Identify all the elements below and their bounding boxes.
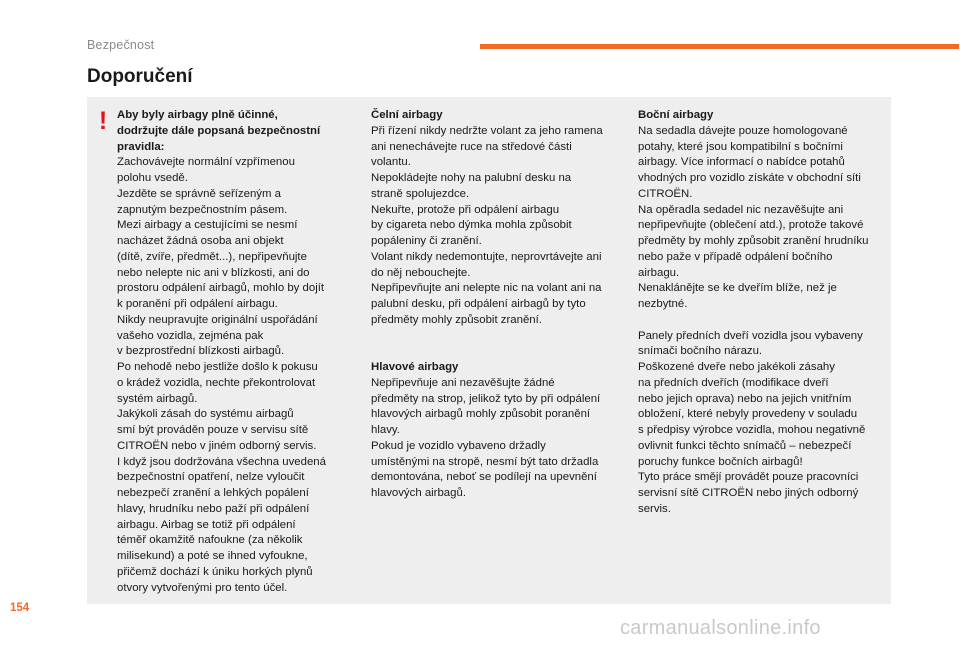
text-line: milisekund) a poté se ihned vyfoukne, [117,550,308,562]
text-line: hlavy. [371,424,400,436]
text-line: servis. [638,502,671,515]
text-line: Jezděte se správně seřízeným a [117,187,281,200]
column-heading: dodržujte dále popsaná bezpečnostní [117,124,321,137]
text-line: umístěnými na stropě, nesmí být tato držadla [371,455,599,468]
text-line: nezbytné. [638,298,688,310]
text-line: ani nenechávejte ruce na středové části [371,140,572,153]
text-line: Volant nikdy nedemontujte, neprovrtávejte ani [371,250,602,263]
text-line: vašeho vozidla, zejména pak [117,329,264,342]
text-line: Na opěradla sedadel nic nezavěšujte ani [638,203,844,216]
text-line: smí být prováděn pouze v servisu sítě [117,424,309,436]
text-line: straně spolujezdce. [371,187,470,200]
text-line: Pokud je vozidlo vybaveno držadly [371,439,546,452]
column-heading: Aby byly airbagy plně účinné, [117,109,278,121]
watermark: carmanualsonline.info [620,617,821,639]
text-line: by cigareta nebo dýmka mohla způsobit [371,219,572,232]
text-line: popáleniny či zranění. [371,235,482,247]
text-line: servisní sítě CITROËN nebo jiných odborný [638,487,859,499]
text-line: hlavy, hrudníku nebo paží při odpálení [117,502,310,515]
text-line: airbagy. Více informací o nabídce potahů [638,156,845,169]
text-line: systém airbagů. [117,392,198,405]
text-line: airbagu. [638,266,680,279]
text-line: (dítě, zvíře, předmět...), nepřipevňujte [117,250,307,263]
text-line: Mezi airbagy a cestujícími se nesmí [117,219,298,232]
column-general-rules [117,108,349,596]
text-line: poruchy funkce bočních airbagů! [638,455,803,468]
text-line: nebo nelepte nic ani v blízkosti, ani do [117,266,310,279]
text-line: zapnutým bezpečnostním pásem. [117,203,288,216]
text-line: otvory vytvořenými pro tento účel. [117,581,288,594]
page-title: Doporučení [87,66,193,87]
text-line: nacházet žádná osoba ani objekt [117,235,284,247]
spacer [371,344,619,360]
text-line: hlavových airbagů mohly způsobit poranění [371,408,591,421]
page-number: 154 [10,602,30,614]
text-line: téměř okamžitě nafoukne (za několik [117,534,303,547]
text-line: přičemž dochází k úniku horkých plynů [117,565,313,578]
text-line: palubní desku, při odpálení airbagů by tyto [371,298,586,310]
text-line: předměty mohly způsobit zranění. [371,313,542,326]
text-line: s předpisy výrobce vozidla, mohou negativně [638,424,866,436]
accent-bar [480,44,959,49]
text-line: nebo paže v případě odpálení bočního [638,250,833,263]
text-line: vhodných pro vozidlo získáte v obchodní síti [638,172,861,184]
text-line: o krádež vozidla, nechte překontrolovat [117,376,316,389]
text-line: nebezpečí zranění a lehkých popálení [117,487,309,499]
text-line: CITROËN nebo v jiném odborný servis. [117,439,317,452]
text-line: Nikdy neupravujte originální uspořádání [117,313,318,326]
text-line: k poranění při odpálení airbagu. [117,298,278,310]
column-heading: pravidla: [117,140,165,153]
column-side-airbags [638,108,884,518]
text-line: Nenaklánějte se ke dveřím blíže, než je [638,282,837,295]
spacer [371,329,619,345]
text-line: snímači bočního nárazu. [638,345,763,358]
text-line: Po nehodě nebo jestliže došlo k pokusu [117,361,318,373]
text-line: obložení, které nebyly provedeny v souladu [638,408,858,421]
text-line: nebo jejich oprava) nebo na jejich vnitřním [638,392,852,405]
text-line: hlavových airbagů. [371,487,466,499]
text-line: Nekuřte, protože při odpálení airbagu [371,203,560,216]
column-front-head-airbags [371,108,619,502]
text-line: demontována, neboť se podílejí na upevnění [371,471,597,484]
column-heading: Čelní airbagy [371,109,443,121]
column-heading: Boční airbagy [638,109,714,121]
text-line: Poškozené dveře nebo jakékoli zásahy [638,361,835,373]
text-line: prostoru odpálení airbagů, mohlo by dojít [117,282,325,295]
text-line: předměty by mohly způsobit zranění hrudníku [638,235,869,247]
text-line: ovlivnit funkci těchto snímačů – nebezpečí [638,439,852,452]
text-line: volantu. [371,156,411,169]
spacer [638,313,884,329]
text-line: Panely předních dveří vozidla jsou vybaveny [638,329,863,342]
text-line: Tyto práce smějí provádět pouze pracovníci [638,471,859,484]
text-line: Zachovávejte normální vzpřímenou [117,156,295,169]
column-heading: Hlavové airbagy [371,361,459,373]
text-line: CITROËN. [638,187,693,200]
text-line: bezpečnostní opatření, nelze vyloučit [117,471,305,484]
section-label: Bezpečnost [87,38,155,52]
text-line: Nepřipevňujte ani nelepte nic na volant ani na [371,282,602,295]
text-line: Při řízení nikdy nedržte volant za jeho ramena [371,124,603,137]
text-line: Nepřipevňuje ani nezavěšujte žádné [371,376,555,389]
text-line: do něj nebouchejte. [371,266,471,279]
text-line: na předních dveřích (modifikace dveří [638,376,829,389]
text-line: v bezprostřední blízkosti airbagů. [117,345,285,358]
text-line: airbagu. Airbag se totiž při odpálení [117,518,296,531]
text-line: předměty na strop, jelikož tyto by při odpálení [371,392,601,405]
text-line: I když jsou dodržována všechna uvedená [117,455,326,468]
text-line: Jakýkoli zásah do systému airbagů [117,408,294,421]
text-line: Na sedadla dávejte pouze homologované [638,124,848,137]
text-line: nepřipevňujte (oblečení atd.), protože takové [638,219,864,232]
text-line: polohu vsedě. [117,172,188,184]
text-line: potahy, které jsou kompatibilní s bočními [638,140,843,153]
text-line: Nepokládejte nohy na palubní desku na [371,172,572,184]
exclamation-icon: ! [98,107,108,135]
